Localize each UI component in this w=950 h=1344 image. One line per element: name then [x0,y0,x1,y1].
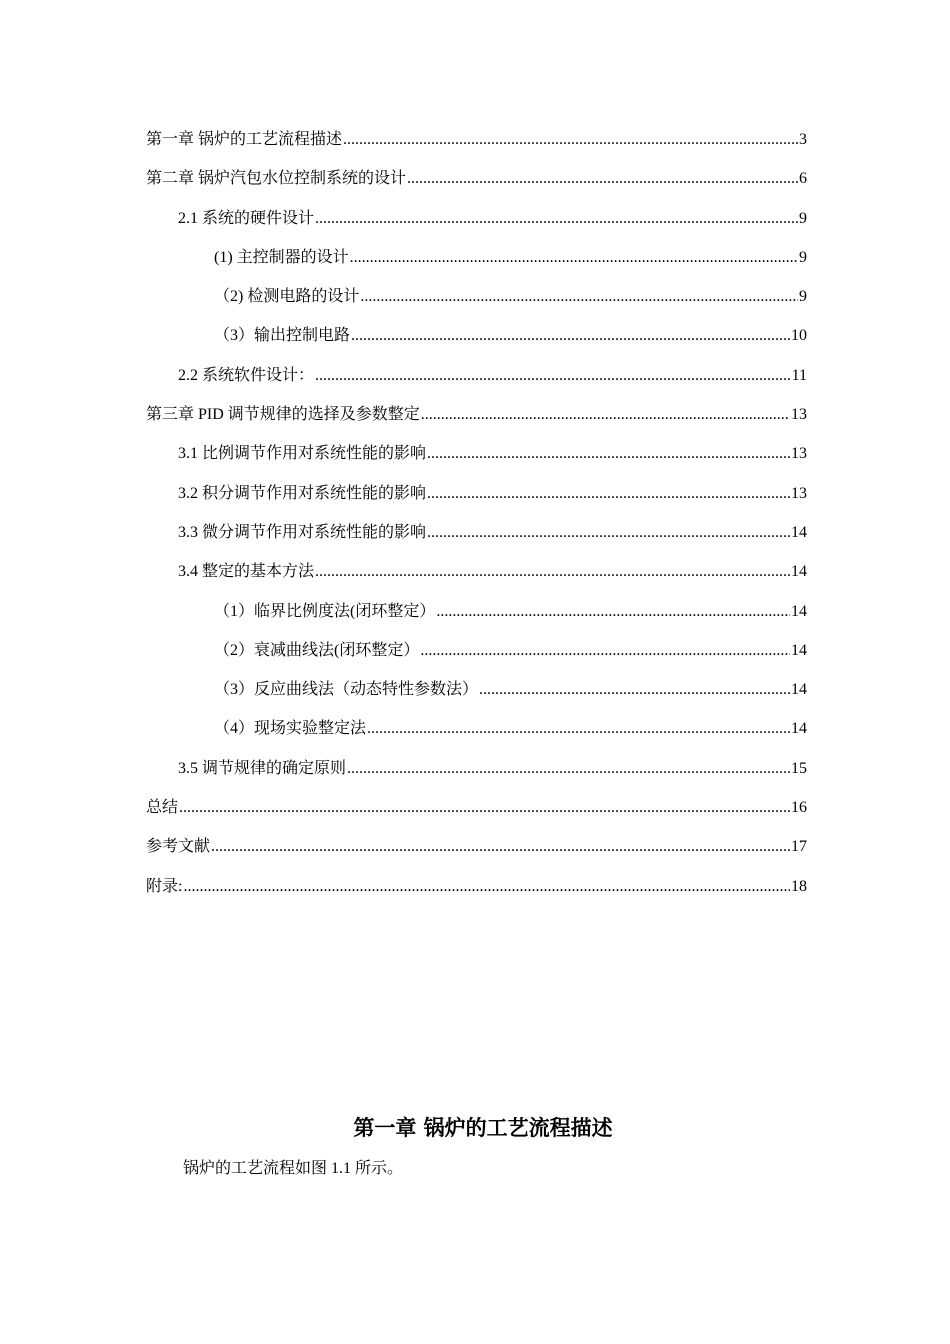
toc-item-label: 第一章 锅炉的工艺流程描述 [146,131,343,148]
toc-item-label: （2) 检测电路的设计 [214,288,360,306]
toc-leader-dots [351,320,790,352]
toc-item[interactable] [146,360,807,399]
toc-item-page: 13 [791,445,807,463]
toc-leader-dots [350,242,798,274]
toc-item[interactable] [146,753,807,792]
toc-item[interactable] [146,399,807,438]
toc-item-label: 附录: [146,877,183,895]
toc-item-label: 3.3 微分调节作用对系统性能的影响 [178,523,427,541]
toc-item[interactable] [146,478,807,517]
toc-item-page: 15 [791,759,807,777]
toc-leader-dots [427,478,790,510]
toc-item[interactable] [146,556,807,595]
toc-item-page: 18 [791,877,807,895]
toc-leader-dots [367,713,790,745]
toc-item[interactable] [146,674,807,713]
toc-leader-dots [315,203,798,235]
toc-item-page: 3 [799,131,807,148]
toc-leader-dots [427,438,790,470]
toc-item[interactable] [146,203,807,242]
toc-item[interactable] [146,517,807,556]
toc-leader-dots [427,517,790,549]
toc-item-label: （3）输出控制电路 [214,327,351,345]
toc-item[interactable] [146,596,807,635]
toc-item-page: 14 [791,523,807,541]
toc-item[interactable] [146,871,807,910]
toc-item-label: 总结 [146,799,179,817]
toc-item-page: 14 [791,720,807,738]
toc-item-label: （3）反应曲线法（动态特性参数法） [214,681,479,699]
toc-leader-dots [183,871,790,903]
toc-item[interactable] [146,124,807,163]
toc-item-label: 3.2 积分调节作用对系统性能的影响 [178,484,427,502]
toc-item[interactable] [146,163,807,202]
toc-item[interactable] [146,320,807,359]
toc-item[interactable] [146,635,807,674]
toc-leader-dots [421,399,790,431]
toc-leader-dots [315,556,790,588]
toc-item-label: （4）现场实验整定法 [214,720,367,738]
toc-item[interactable] [146,831,807,870]
toc-item-label: （1）临界比例度法(闭环整定） [214,602,436,620]
toc-item-page: 14 [791,602,807,620]
table-of-contents [146,124,807,910]
toc-item-page: 13 [791,484,807,502]
toc-item-page: 9 [799,248,807,266]
toc-item[interactable] [146,281,807,320]
toc-leader-dots [315,360,791,392]
toc-leader-dots [347,753,790,785]
toc-item[interactable] [146,242,807,281]
toc-item-page: 16 [791,799,807,817]
toc-item[interactable] [146,438,807,477]
toc-leader-dots [211,831,790,863]
toc-item-page: 10 [791,327,807,345]
toc-item-page: 11 [791,366,807,384]
toc-leader-dots [179,792,790,824]
toc-item-label: 第三章 PID 调节规律的选择及参数整定 [146,406,420,424]
toc-item-page: 14 [791,563,807,581]
toc-item-page: 6 [799,170,807,188]
toc-item-page: 13 [791,406,807,424]
toc-leader-dots [479,674,790,706]
toc-item-page: 9 [799,288,807,306]
toc-item-page: 17 [791,838,807,856]
toc-item-label: 3.1 比例调节作用对系统性能的影响 [178,445,427,463]
toc-leader-dots [436,596,790,628]
toc-item-label: 参考文献 [146,838,211,856]
toc-item-label: （2）衰减曲线法(闭环整定） [214,641,420,659]
toc-leader-dots [360,281,798,313]
toc-item-label: 2.2 系统软件设计： [178,366,315,384]
chapter-body-paragraph: 锅炉的工艺流程如图 1.1 所示。 [183,1160,404,1177]
toc-item-label: 3.5 调节规律的确定原则 [178,759,347,777]
toc-item-page: 14 [791,681,807,699]
toc-item-page: 14 [791,641,807,659]
toc-item-page: 9 [799,209,807,227]
toc-item-label: (1) 主控制器的设计 [214,248,349,266]
toc-item[interactable] [146,792,807,831]
toc-leader-dots [343,124,798,156]
toc-item-label: 2.1 系统的硬件设计 [178,209,315,227]
toc-item-label: 3.4 整定的基本方法 [178,563,315,581]
toc-leader-dots [420,635,790,667]
toc-item[interactable] [146,713,807,752]
toc-item-label: 第二章 锅炉汽包水位控制系统的设计 [146,170,407,188]
toc-leader-dots [407,163,798,195]
chapter-title: 第一章 锅炉的工艺流程描述 [353,1116,613,1140]
